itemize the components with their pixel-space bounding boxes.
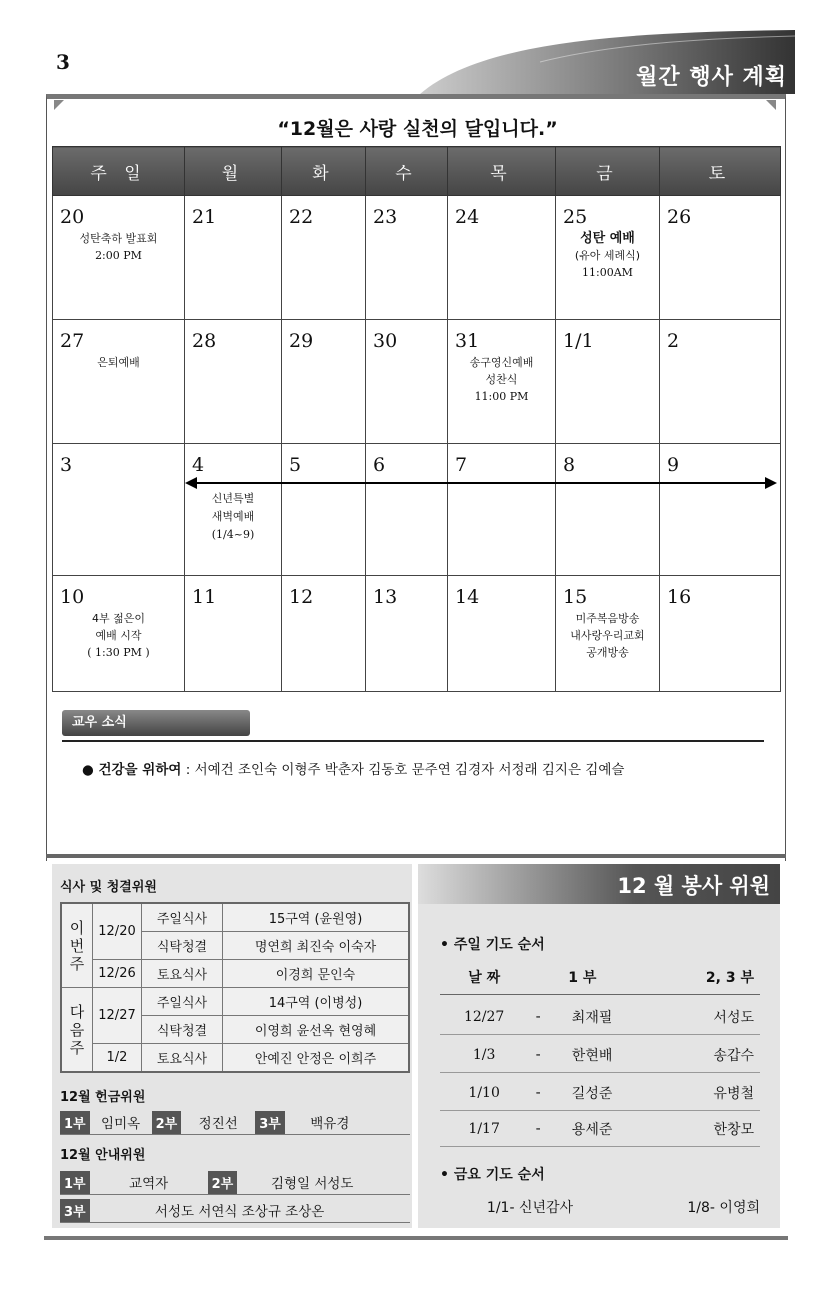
col-date: 날 짜 [468,970,501,986]
prayer-part1: 길성준 [571,1086,613,1102]
event-text: 예배 시작 [95,629,142,642]
meal-names: 안예진 안정은 이희주 [223,1044,410,1073]
weekday-wed: 수 [366,147,448,196]
day-number: 6 [373,454,386,476]
news-item [82,758,624,778]
event-text: 송구영신예배 [469,356,534,369]
day-cell [366,196,448,320]
day-number: 1/1 [563,330,594,352]
prayer-date: 1/10 [468,1085,500,1101]
day-cell [556,444,660,576]
day-cell [448,196,556,320]
weekday-mon: 월 [185,147,282,196]
offering-name: 백유경 [310,1116,350,1132]
meal-role: 주일식사 [142,988,223,1016]
day-number: 20 [60,206,85,228]
offering-title: 12월 헌금위원 [60,1090,146,1105]
prayer-part23: 유병철 [713,1086,754,1102]
meal-date: 12/27 [93,988,142,1044]
day-number: 3 [60,454,73,476]
day-number: 2 [667,330,680,352]
day-number: 8 [563,454,576,476]
prayer-dash: - [535,1085,541,1101]
usher-row [60,1170,410,1195]
day-number: 10 [60,586,85,608]
divider [46,854,786,858]
usher-name: 서성도 서연식 조상규 조상온 [154,1204,325,1220]
day-number: 7 [455,454,468,476]
divider [44,1236,788,1240]
part-label: 2부 [208,1171,238,1194]
day-cell [53,320,185,444]
news-label: ● 건강을 위하여 [82,762,182,778]
day-number: 23 [373,206,398,228]
day-cell [448,444,556,576]
event-time: 11:00AM [582,266,633,279]
day-number: 15 [563,586,588,608]
next-week-label [61,988,93,1073]
day-cell [366,320,448,444]
span-event-line: 신년특별 [211,492,255,505]
friday-prayer-title: • 금요 기도 순서 [440,1167,545,1183]
prayer-row [440,1038,760,1073]
prayer-date: 12/27 [463,1009,505,1025]
day-cell [282,576,366,692]
event-text: 성탄축하 발표회 [79,232,158,245]
meal-date: 12/26 [93,960,142,988]
day-cell [660,444,781,576]
usher-title: 12월 안내위원 [60,1148,146,1163]
header-title: 월간 행사 계획 [636,65,787,90]
weekday-thu: 목 [448,147,556,196]
prayer-part1: 최재필 [571,1010,613,1026]
day-cell [53,444,185,576]
day-cell [660,320,781,444]
meal-role: 토요식사 [142,1044,223,1073]
meal-date: 12/20 [93,903,142,960]
day-cell [448,320,556,444]
day-cell [556,576,660,692]
day-number: 9 [667,454,680,476]
this-week-text: 이번주 [69,918,85,973]
calendar-table [52,146,781,692]
friday-item: 1/8- 이영희 [687,1200,760,1216]
meal-role: 식탁청결 [142,932,223,960]
day-cell [53,196,185,320]
news-tab: 교우 소식 [62,710,250,736]
meal-names: 15구역 (윤원영) [223,903,410,932]
day-number: 5 [289,454,302,476]
day-cell [660,196,781,320]
day-number: 25 [563,206,588,228]
prayer-dash: - [535,1121,541,1137]
col-part1: 1 부 [568,970,597,986]
news-names: : 서예건 조인숙 이형주 박춘자 김동호 문주연 김경자 서정래 김지은 김예슬 [181,762,625,778]
prayer-date: 1/17 [468,1121,500,1137]
meal-names: 14구역 (이병성) [223,988,410,1016]
prayer-row [440,1112,760,1147]
day-number: 11 [192,586,217,608]
weekday-tue: 화 [282,147,366,196]
event-time: 11:00 PM [474,390,529,403]
day-cell [185,320,282,444]
part-label: 3부 [255,1111,285,1134]
part-label: 1부 [60,1111,90,1134]
prayer-part23: 한창모 [713,1122,754,1138]
offering-name: 임미옥 [101,1116,141,1132]
day-number: 28 [192,330,217,352]
event-text: 내사랑우리교회 [570,629,645,642]
day-cell [282,196,366,320]
part-label: 2부 [152,1111,182,1134]
day-cell [185,196,282,320]
prayer-part1: 한현배 [571,1048,613,1064]
day-number: 24 [455,206,480,228]
prayer-date: 1/3 [472,1047,496,1063]
usher-name: 김형일 서성도 [270,1176,354,1192]
meal-date: 1/2 [93,1044,142,1073]
day-cell [282,444,366,576]
day-cell [366,444,448,576]
day-number: 14 [455,586,480,608]
next-week-text: 다음주 [69,1002,85,1057]
day-number: 21 [192,206,217,228]
meal-title: 식사 및 청결위원 [60,880,157,895]
part-label: 3부 [60,1199,90,1222]
col-part23: 2, 3 부 [705,970,754,986]
friday-row [440,1190,760,1224]
meal-names: 이영희 윤선옥 현영혜 [223,1016,410,1044]
offering-row [60,1110,410,1135]
day-cell [53,576,185,692]
part-label: 1부 [60,1171,90,1194]
prayer-dash: - [535,1009,541,1025]
day-number: 31 [455,330,480,352]
span-event-line: 새벽예배 [211,510,255,523]
page-number: 3 [56,50,70,74]
frame-corner [766,100,776,110]
day-number: 29 [289,330,314,352]
usher-name: 교역자 [129,1176,169,1192]
event-text: (유아 세례식) [574,249,641,262]
event-text: 공개방송 [586,646,629,659]
prayer-header-row [440,960,760,995]
event-time: 2:00 PM [95,249,142,262]
meal-names: 이경희 문인숙 [223,960,410,988]
offering-name: 정진선 [198,1116,238,1132]
day-cell [366,576,448,692]
day-cell [185,576,282,692]
calendar-title: “12월은 사랑 실천의 달입니다.” [277,118,558,140]
service-title: 12 월 봉사 위원 [418,864,780,904]
day-number: 4 [192,454,205,476]
day-cell [556,196,660,320]
day-number: 30 [373,330,398,352]
meal-role: 주일식사 [142,903,223,932]
span-event-text [184,490,282,544]
prayer-row [440,1000,760,1035]
weekday-sun: 주 일 [53,147,185,196]
span-arrow-icon [185,476,777,490]
prayer-dash: - [535,1047,541,1063]
event-text: 성탄 예배 [580,231,635,246]
frame-corner [54,100,64,110]
day-cell [448,576,556,692]
meal-role: 토요식사 [142,960,223,988]
day-number: 22 [289,206,314,228]
day-number: 16 [667,586,692,608]
meal-table [60,902,410,1073]
day-number: 26 [667,206,692,228]
day-cell [282,320,366,444]
prayer-row [440,1076,760,1111]
day-number: 27 [60,330,85,352]
meal-names: 명연희 최진숙 이숙자 [223,932,410,960]
day-number: 12 [289,586,314,608]
event-text: 4부 젊은이 [92,612,145,625]
weekday-sat: 토 [660,147,781,196]
prayer-part23: 서성도 [713,1010,754,1026]
prayer-part23: 송갑수 [713,1048,754,1064]
divider [62,740,764,742]
day-cell [556,320,660,444]
weekday-fri: 금 [556,147,660,196]
span-event-line: (1/4~9) [211,528,255,541]
meal-role: 식탁청결 [142,1016,223,1044]
event-text: 미주복음방송 [575,612,640,625]
event-text: 성찬식 [485,373,518,386]
friday-item: 1/1- 신년감사 [486,1200,574,1216]
sunday-prayer-title: • 주일 기도 순서 [440,937,545,953]
prayer-part1: 용세준 [571,1122,613,1138]
day-number: 13 [373,586,398,608]
usher-row [60,1198,410,1223]
event-time: ( 1:30 PM ) [87,646,150,659]
this-week-label [61,903,93,988]
day-cell [660,576,781,692]
event-text: 은퇴예배 [97,356,140,369]
